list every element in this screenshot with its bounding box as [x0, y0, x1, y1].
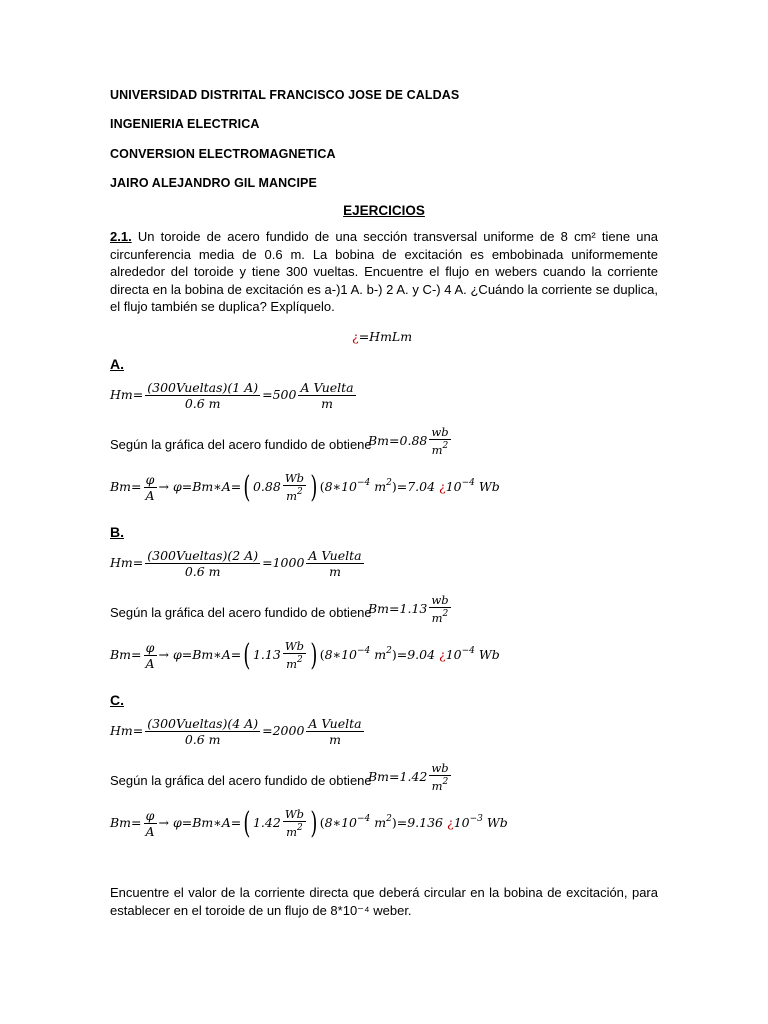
problem-number: 2.1. — [110, 229, 132, 244]
flux-unit — [283, 808, 306, 839]
qmark: ¿ — [439, 479, 446, 494]
flux-unit-num: Wb — [284, 471, 305, 485]
area-term: 8∗10 — [324, 479, 357, 494]
hm-numerator: (300Vueltas)(4 A) — [147, 716, 259, 731]
case-c-hm-equation — [110, 716, 366, 747]
graph-text: Según la gráfica del acero fundido de obtiene — [110, 437, 372, 452]
hm-unit — [306, 548, 363, 579]
flux-unit-num: Wb — [284, 807, 305, 821]
flux-exp: 10 — [445, 479, 462, 494]
flux-result: =7.04 — [396, 479, 436, 494]
flux-unit-num: Wb — [284, 639, 305, 653]
area: A — [145, 824, 155, 839]
area: A — [145, 656, 155, 671]
qmark: ¿ — [446, 815, 454, 830]
case-b-hm-equation — [110, 548, 366, 579]
area-unit: $m^2$ — [374, 478, 392, 494]
bm-unit — [429, 594, 450, 625]
bm-unit-num: wb — [431, 593, 449, 607]
case-a-flux-equation: Bm= $\frac{\varphi}{A}$ → φ=Bm∗A=( 0.88 $\frac{Wb}{m^2}$ ) ($8∗10^{-4}$ $m^2)=7.04$ ¿$10^{-4}$ Wb — [110, 469, 500, 505]
bm-value: Bm=0.88 — [368, 433, 428, 448]
hm-lhs: Hm= — [110, 723, 144, 738]
header-course: CONVERSION ELECTROMAGNETICA — [110, 147, 336, 161]
flux-exp-sup: −3 — [469, 814, 483, 824]
flux-exp-sup: −4 — [461, 646, 475, 656]
phi-over-a — [144, 472, 157, 503]
bm-value: Bm=1.13 — [368, 601, 428, 616]
bm-unit-num: wb — [431, 761, 449, 775]
problem-text: Un toroide de acero fundido de una sección transversal uniforme de 8 cm² tiene una circunferencia media de 0.6 m. La bobina de excitación es embobinada uniformemente alrededor del toroide y tiene 300 vueltas. Encuentre el flujo en webers cuando la corriente directa en la bobina de excitación es a-)1 A. b-) 2 A. y C-) 4 A. ¿Cuándo la corriente se duplica, el flujo también se duplica? Explíquelo. — [110, 229, 658, 314]
case-a-label: A. — [110, 356, 124, 372]
hm-unit-den: m — [329, 564, 341, 579]
flux-bm: 1.13 — [252, 647, 281, 662]
hm-unit-den: m — [321, 396, 333, 411]
hm-fraction — [145, 548, 260, 579]
flux-unit-den: $m^2$ — [286, 823, 303, 839]
hm-value: =500 — [262, 387, 297, 402]
phi: φ — [144, 472, 157, 488]
formula-lhs: ¿ — [352, 329, 359, 344]
hm-value: =1000 — [262, 555, 305, 570]
area-term: 8∗10 — [324, 815, 357, 830]
flux-arrow: → φ=Bm∗A= — [158, 647, 242, 662]
flux-exp-sup: −4 — [461, 478, 475, 488]
area-unit: $m^2$ — [374, 646, 392, 662]
flux-lhs: Bm= — [110, 647, 142, 662]
flux-bm: 0.88 — [252, 479, 281, 494]
flux-bm: 1.42 — [252, 815, 281, 830]
case-a-hm-equation — [110, 380, 358, 411]
case-c-label: C. — [110, 692, 124, 708]
bm-unit — [429, 762, 450, 793]
bm-unit-den: $m^2$ — [431, 441, 449, 457]
case-c-graph-line — [110, 773, 372, 788]
flux-unit-den: $m^2$ — [286, 487, 303, 503]
hm-unit-num: A Vuelta — [308, 548, 362, 563]
flux-arrow: → φ=Bm∗A= — [158, 815, 242, 830]
case-b-label: B. — [110, 524, 124, 540]
flux-exp: 10 — [445, 647, 462, 662]
case-b-bm — [368, 594, 453, 625]
case-b-graph-line — [110, 605, 372, 620]
flux-unit-text: Wb — [486, 815, 508, 830]
bm-unit-den: $m^2$ — [431, 777, 449, 793]
hm-value: =2000 — [262, 723, 305, 738]
area: A — [145, 488, 155, 503]
main-formula — [352, 329, 412, 344]
flux-unit-den: $m^2$ — [286, 655, 303, 671]
bm-value: Bm=1.42 — [368, 769, 428, 784]
hm-lhs: Hm= — [110, 387, 144, 402]
graph-text: Según la gráfica del acero fundido de obtiene — [110, 605, 372, 620]
hm-unit-den: m — [329, 732, 341, 747]
case-c-flux-equation: Bm= $\frac{\varphi}{A}$ → φ=Bm∗A=( 1.42 $\frac{Wb}{m^2}$ ) ($8∗10^{-4}$ $m^2)=9.136$ ¿$10^{-3}$ Wb — [110, 805, 508, 841]
flux-exp: 10 — [453, 815, 470, 830]
page-title: EJERCICIOS — [343, 203, 425, 218]
case-c-bm — [368, 762, 453, 793]
area-term: 8∗10 — [324, 647, 357, 662]
flux-unit-text: Wb — [478, 479, 500, 494]
final-question: Encuentre el valor de la corriente directa que deberá circular en la bobina de excitación, para establecer en el toroide de un flujo de 8*10⁻⁴ weber. — [110, 885, 658, 918]
bm-unit-den: $m^2$ — [431, 609, 449, 625]
hm-unit-num: A Vuelta — [300, 380, 354, 395]
qmark: ¿ — [439, 647, 446, 662]
hm-denominator: 0.6 m — [184, 396, 221, 411]
flux-result: =9.136 — [396, 815, 443, 830]
hm-denominator: 0.6 m — [184, 564, 221, 579]
hm-denominator: 0.6 m — [184, 732, 221, 747]
formula-rhs: =HmLm — [358, 329, 413, 344]
phi-over-a — [144, 640, 157, 671]
hm-fraction — [145, 380, 260, 411]
flux-arrow: → φ=Bm∗A= — [158, 479, 242, 494]
flux-lhs: Bm= — [110, 479, 142, 494]
hm-lhs: Hm= — [110, 555, 144, 570]
header-university: UNIVERSIDAD DISTRITAL FRANCISCO JOSE DE CALDAS — [110, 88, 460, 102]
area-sup: −4 — [356, 814, 371, 824]
graph-text: Según la gráfica del acero fundido de obtiene — [110, 773, 372, 788]
header-author: JAIRO ALEJANDRO GIL MANCIPE — [110, 176, 317, 190]
area-unit: $m^2$ — [374, 814, 392, 830]
case-a-graph-line — [110, 437, 372, 452]
hm-unit-num: A Vuelta — [308, 716, 362, 731]
area-sup: −4 — [356, 478, 371, 488]
flux-unit — [283, 640, 306, 671]
hm-unit — [298, 380, 355, 411]
hm-fraction — [145, 716, 260, 747]
hm-unit — [306, 716, 363, 747]
case-a-bm — [368, 426, 453, 457]
phi: φ — [144, 808, 157, 824]
flux-lhs: Bm= — [110, 815, 142, 830]
flux-unit-text: Wb — [478, 647, 500, 662]
hm-numerator: (300Vueltas)(1 A) — [147, 380, 259, 395]
hm-numerator: (300Vueltas)(2 A) — [147, 548, 259, 563]
bm-unit-num: wb — [431, 425, 449, 439]
bm-unit — [429, 426, 450, 457]
problem-statement — [110, 228, 658, 316]
flux-result: =9.04 — [396, 647, 436, 662]
case-b-flux-equation: Bm= $\frac{\varphi}{A}$ → φ=Bm∗A=( 1.13 $\frac{Wb}{m^2}$ ) ($8∗10^{-4}$ $m^2)=9.04$ ¿$10^{-4}$ Wb — [110, 637, 500, 673]
phi-over-a — [144, 808, 157, 839]
flux-unit — [283, 472, 306, 503]
header-program: INGENIERIA ELECTRICA — [110, 117, 260, 131]
phi: φ — [144, 640, 157, 656]
area-sup: −4 — [356, 646, 371, 656]
